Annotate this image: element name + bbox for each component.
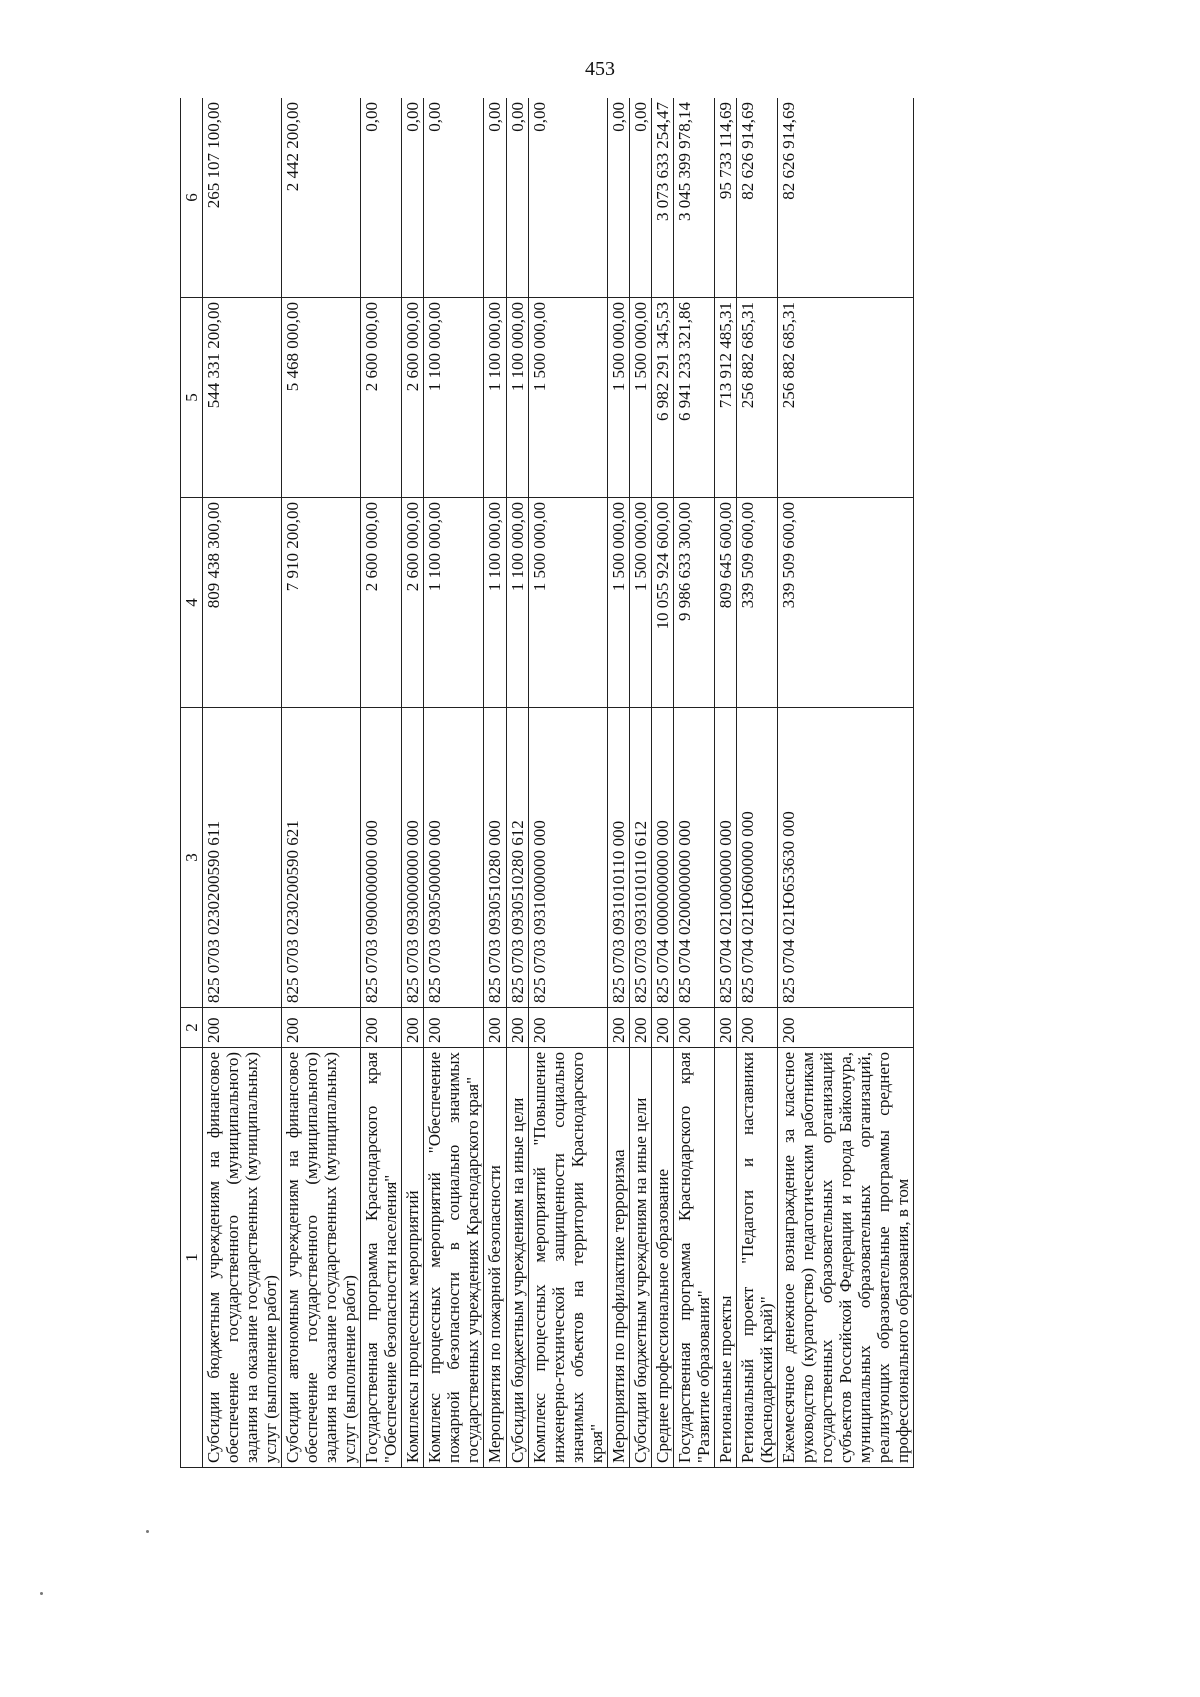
row-amount-col4-cell: 1 100 000,00 — [424, 498, 484, 708]
row-amount-col5-cell: 6 982 291 345,53 — [651, 298, 673, 498]
row-classification-cell: 825 0703 0230200590 621 — [282, 708, 361, 1008]
row-amount-col6-cell: 0,00 — [402, 98, 424, 298]
row-amount-col4-cell: 809 645 600,00 — [714, 498, 736, 708]
column-header: 3 — [181, 708, 203, 1008]
row-amount-col4-cell: 9 986 633 300,00 — [673, 498, 714, 708]
row-amount-col6-cell: 0,00 — [607, 98, 629, 298]
rotated-table-container — [180, 98, 1080, 1468]
row-amount-col6-cell: 0,00 — [506, 98, 528, 298]
row-name-cell: Субсидии бюджетным учреждениям на иные цели — [506, 1048, 528, 1468]
scan-speck — [40, 1592, 43, 1595]
row-amount-col5-cell: 713 912 485,31 — [714, 298, 736, 498]
row-amount-col5-cell: 2 600 000,00 — [402, 298, 424, 498]
row-name-cell: Среднее профессиональное образование — [651, 1048, 673, 1468]
table-row — [673, 98, 714, 1468]
row-amount-col5-cell: 2 600 000,00 — [361, 298, 402, 498]
column-header: 6 — [181, 98, 203, 298]
table-row — [528, 98, 607, 1468]
row-code-cell: 200 — [777, 1008, 913, 1048]
table-row — [203, 98, 282, 1468]
column-header: 5 — [181, 298, 203, 498]
row-code-cell: 200 — [714, 1008, 736, 1048]
row-amount-col6-cell: 3 045 399 978,14 — [673, 98, 714, 298]
row-amount-col6-cell: 265 107 100,00 — [203, 98, 282, 298]
row-amount-col5-cell: 1 100 000,00 — [484, 298, 506, 498]
row-classification-cell: 825 0703 0230200590 611 — [203, 708, 282, 1008]
row-classification-cell: 825 0703 0930000000 000 — [402, 708, 424, 1008]
row-amount-col4-cell: 1 500 000,00 — [607, 498, 629, 708]
row-name-cell: Ежемесячное денежное вознаграждение за классное руководство (кураторство) педагогическим работникам государственных образовательных организаций субъектов Российской Федерации и города Байконура, муниципальных образовательных организаций, реализующих образовательные программы среднего профессионального образования, в том — [777, 1048, 913, 1468]
row-code-cell: 200 — [484, 1008, 506, 1048]
budget-table — [180, 98, 914, 1468]
row-amount-col5-cell: 5 468 000,00 — [282, 298, 361, 498]
row-classification-cell: 825 0703 0931010110 000 — [607, 708, 629, 1008]
table-row — [424, 98, 484, 1468]
column-header: 1 — [181, 1048, 203, 1468]
row-name-cell: Субсидии бюджетным учреждениям на иные цели — [629, 1048, 651, 1468]
row-amount-col6-cell: 0,00 — [361, 98, 402, 298]
row-amount-col5-cell: 544 331 200,00 — [203, 298, 282, 498]
row-amount-col5-cell: 1 500 000,00 — [629, 298, 651, 498]
row-amount-col4-cell: 339 509 600,00 — [777, 498, 913, 708]
row-name-cell: Мероприятия по пожарной безопасности — [484, 1048, 506, 1468]
row-amount-col6-cell: 0,00 — [629, 98, 651, 298]
row-name-cell: Субсидии автономным учреждениям на финансовое обеспечение государственного (муниципального) задания на оказание государственных (муниципальных) услуг (выполнение работ) — [282, 1048, 361, 1468]
table-row — [361, 98, 402, 1468]
row-classification-cell: 825 0703 0931010110 612 — [629, 708, 651, 1008]
row-amount-col4-cell: 809 438 300,00 — [203, 498, 282, 708]
row-amount-col4-cell: 1 100 000,00 — [484, 498, 506, 708]
row-code-cell: 200 — [203, 1008, 282, 1048]
row-amount-col5-cell: 1 100 000,00 — [506, 298, 528, 498]
row-classification-cell: 825 0704 021Ю600000 000 — [736, 708, 777, 1008]
row-code-cell: 200 — [361, 1008, 402, 1048]
row-code-cell: 200 — [528, 1008, 607, 1048]
scan-speck — [146, 1530, 149, 1533]
budget-table-frame — [180, 98, 1080, 1468]
row-amount-col5-cell: 256 882 685,31 — [777, 298, 913, 498]
table-row — [506, 98, 528, 1468]
row-classification-cell: 825 0704 0210000000 000 — [714, 708, 736, 1008]
row-name-cell: Государственная программа Краснодарского края "Обеспечение безопасности населения" — [361, 1048, 402, 1468]
table-row — [402, 98, 424, 1468]
row-code-cell: 200 — [282, 1008, 361, 1048]
table-row — [484, 98, 506, 1468]
table-row — [714, 98, 736, 1468]
table-body — [203, 98, 914, 1468]
row-amount-col4-cell: 1 500 000,00 — [629, 498, 651, 708]
row-amount-col4-cell: 10 055 924 600,00 — [651, 498, 673, 708]
row-amount-col4-cell: 7 910 200,00 — [282, 498, 361, 708]
page-number: 453 — [585, 58, 615, 80]
row-code-cell: 200 — [629, 1008, 651, 1048]
row-amount-col6-cell: 0,00 — [424, 98, 484, 298]
row-classification-cell: 825 0703 0930510280 000 — [484, 708, 506, 1008]
row-code-cell: 200 — [607, 1008, 629, 1048]
row-amount-col4-cell: 2 600 000,00 — [402, 498, 424, 708]
table-row — [777, 98, 913, 1468]
row-code-cell: 200 — [673, 1008, 714, 1048]
row-amount-col6-cell: 0,00 — [528, 98, 607, 298]
column-header: 4 — [181, 498, 203, 708]
row-name-cell: Субсидии бюджетным учреждениям на финансовое обеспечение государственного (муниципального) задания на оказание государственных (муниципальных) услуг (выполнение работ) — [203, 1048, 282, 1468]
row-classification-cell: 825 0704 021Ю653630 000 — [777, 708, 913, 1008]
row-name-cell: Комплекс процессных мероприятий "Повышение инженерно-технической защищенности социально значимых объектов на территории Краснодарского края" — [528, 1048, 607, 1468]
row-amount-col5-cell: 1 100 000,00 — [424, 298, 484, 498]
row-name-cell: Региональные проекты — [714, 1048, 736, 1468]
row-classification-cell: 825 0704 0000000000 000 — [651, 708, 673, 1008]
row-name-cell: Комплексы процессных мероприятий — [402, 1048, 424, 1468]
row-amount-col6-cell: 0,00 — [484, 98, 506, 298]
row-amount-col6-cell: 95 733 114,69 — [714, 98, 736, 298]
table-row — [736, 98, 777, 1468]
table-row — [282, 98, 361, 1468]
table-row — [651, 98, 673, 1468]
row-classification-cell: 825 0703 0930510280 612 — [506, 708, 528, 1008]
row-amount-col4-cell: 1 500 000,00 — [528, 498, 607, 708]
row-classification-cell: 825 0704 0200000000 000 — [673, 708, 714, 1008]
row-code-cell: 200 — [651, 1008, 673, 1048]
row-amount-col6-cell: 3 073 633 254,47 — [651, 98, 673, 298]
row-amount-col4-cell: 339 509 600,00 — [736, 498, 777, 708]
table-row — [607, 98, 629, 1468]
row-amount-col6-cell: 2 442 200,00 — [282, 98, 361, 298]
row-name-cell: Государственная программа Краснодарского края "Развитие образования" — [673, 1048, 714, 1468]
row-classification-cell: 825 0703 0931000000 000 — [528, 708, 607, 1008]
column-header: 2 — [181, 1008, 203, 1048]
row-name-cell: Мероприятия по профилактике терроризма — [607, 1048, 629, 1468]
row-name-cell: Региональный проект "Педагоги и наставники (Краснодарский край)" — [736, 1048, 777, 1468]
row-code-cell: 200 — [402, 1008, 424, 1048]
row-amount-col5-cell: 1 500 000,00 — [528, 298, 607, 498]
row-code-cell: 200 — [736, 1008, 777, 1048]
row-classification-cell: 825 0703 0900000000 000 — [361, 708, 402, 1008]
row-code-cell: 200 — [506, 1008, 528, 1048]
row-name-cell: Комплекс процессных мероприятий "Обеспечение пожарной безопасности в социально значимых государственных учреждениях Краснодарского края" — [424, 1048, 484, 1468]
table-row — [629, 98, 651, 1468]
row-amount-col5-cell: 1 500 000,00 — [607, 298, 629, 498]
row-amount-col6-cell: 82 626 914,69 — [736, 98, 777, 298]
row-classification-cell: 825 0703 0930500000 000 — [424, 708, 484, 1008]
row-amount-col6-cell: 82 626 914,69 — [777, 98, 913, 298]
row-amount-col5-cell: 6 941 233 321,86 — [673, 298, 714, 498]
row-amount-col4-cell: 1 100 000,00 — [506, 498, 528, 708]
row-amount-col4-cell: 2 600 000,00 — [361, 498, 402, 708]
row-amount-col5-cell: 256 882 685,31 — [736, 298, 777, 498]
row-code-cell: 200 — [424, 1008, 484, 1048]
table-header-row — [181, 98, 203, 1468]
